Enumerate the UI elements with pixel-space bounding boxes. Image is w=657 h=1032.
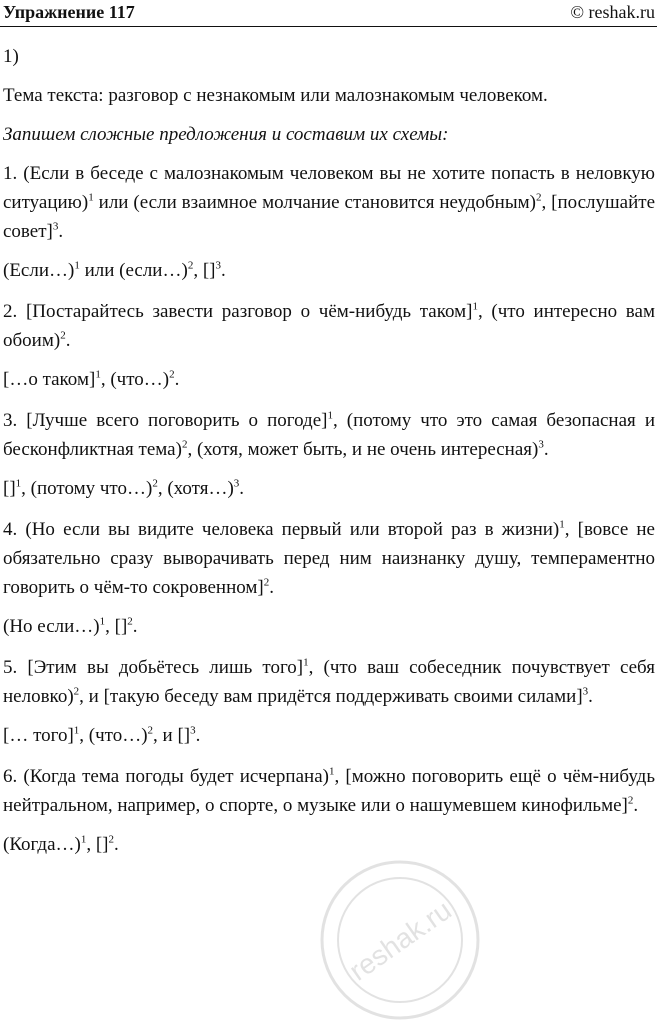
sentence-text: , [вовсе не обязательно сразу выворачивать перед ним наизнанку душу, темпераментно говорить о чём-то сокровенном]: [3, 519, 655, 598]
instruction-line: Запишем сложные предложения и составим их схемы:: [3, 124, 449, 145]
clause-number: 2: [187, 259, 194, 272]
clause-number: 1: [88, 191, 94, 204]
sentence-text: , (хотя, может быть, и не очень интересная): [187, 439, 539, 460]
clause-number: 2: [263, 576, 270, 589]
clause-number: 3: [233, 477, 240, 490]
clause-number: 2: [73, 685, 80, 698]
sentence-text: .: [269, 577, 274, 598]
sentence-schema: [3, 365, 655, 394]
exercise-title: Упражнение 117: [3, 2, 135, 22]
clause-number: 1: [328, 765, 335, 778]
sentence-schema: [3, 721, 655, 750]
complex-sentence: [3, 762, 655, 820]
schema-text: или (если…): [79, 260, 188, 281]
sentence-text: или (если взаимное молчание становится неудобным): [93, 192, 536, 213]
sentence-text: 3. [Лучше всего поговорить о погоде]: [3, 410, 328, 431]
clause-number: 2: [147, 724, 154, 737]
schema-text: .: [113, 834, 119, 855]
clause-number: 2: [181, 438, 188, 451]
clause-number: 1: [15, 477, 22, 490]
complex-sentence: [3, 297, 655, 355]
sentence-text: .: [543, 439, 549, 460]
part-label: 1): [3, 46, 19, 67]
watermark-text: reshak.ru: [343, 894, 457, 987]
schema-text: , (хотя…): [157, 478, 234, 499]
clause-number: 1: [559, 518, 565, 531]
reshak-watermark: [315, 855, 485, 1025]
schema-text: .: [132, 616, 138, 637]
clause-number: 1: [472, 300, 478, 313]
sentence-schema: [3, 474, 655, 503]
sentence-text: .: [58, 221, 64, 242]
schema-text: (Если…): [3, 260, 75, 281]
sentence-list: [3, 159, 655, 859]
sentence-text: .: [65, 330, 71, 351]
page-header: [0, 0, 657, 27]
schema-text: […о таком]: [3, 369, 96, 390]
topic-line: Тема текста: разговор с незнакомым или малознакомым человеком.: [3, 85, 548, 106]
sentence-text: , (что ваш собеседник почувствует себя неловко): [3, 657, 655, 707]
exercise-content: [3, 42, 655, 871]
sentence-text: 4. (Но если вы видите человека первый или второй раз в жизни): [3, 519, 560, 540]
clause-number: 2: [627, 794, 634, 807]
clause-number: 1: [80, 833, 87, 846]
sentence-text: 2. [Постарайтесь завести разговор о чём-нибудь таком]: [3, 301, 473, 322]
schema-text: .: [195, 725, 201, 746]
schema-text: , и []: [153, 725, 191, 746]
clause-number: 2: [169, 368, 175, 381]
schema-text: , []: [193, 260, 216, 281]
clause-number: 1: [73, 724, 80, 737]
sentence-schema: [3, 612, 655, 641]
sentence-text: .: [633, 795, 639, 816]
schema-text: [… того]: [3, 725, 74, 746]
clause-number: 1: [95, 368, 101, 381]
clause-number: 3: [582, 685, 589, 698]
schema-text: , []: [105, 616, 128, 637]
complex-sentence: [3, 515, 655, 602]
clause-number: 3: [215, 259, 221, 272]
schema-text: []: [3, 478, 16, 499]
clause-number: 2: [152, 477, 158, 490]
sentence-text: .: [588, 686, 593, 707]
schema-text: , (потому что…): [21, 478, 153, 499]
sentence-schema: [3, 256, 655, 285]
clause-number: 1: [303, 656, 309, 669]
sentence-text: , [можно поговорить ещё о чём-нибудь нейтральном, например, о спорте, о музыке или о нашумевшем кинофильме]: [3, 766, 655, 816]
sentence-text: 1. (Если в беседе с малознакомым человеком вы не хотите попасть в неловкую ситуацию): [3, 163, 655, 213]
clause-number: 1: [99, 615, 106, 628]
clause-number: 3: [538, 438, 544, 451]
clause-number: 2: [60, 329, 66, 342]
clause-number: 3: [190, 724, 196, 737]
schema-text: , []: [86, 834, 109, 855]
sentence-text: , (потому что это самая безопасная и бесконфликтная тема): [3, 410, 655, 460]
clause-number: 1: [327, 409, 333, 422]
schema-text: .: [174, 369, 180, 390]
sentence-text: 6. (Когда тема погоды будет исчерпана): [3, 766, 329, 787]
sentence-text: , [послушайте совет]: [3, 192, 656, 242]
clause-number: 2: [127, 615, 133, 628]
schema-text: .: [239, 478, 245, 499]
schema-text: (Когда…): [3, 834, 81, 855]
clause-number: 1: [74, 259, 80, 272]
clause-number: 3: [52, 220, 59, 233]
schema-text: , (что…): [79, 725, 148, 746]
sentence-text: , (что интересно вам обоим): [3, 301, 655, 351]
complex-sentence: [3, 653, 655, 711]
sentence-schema: [3, 830, 655, 859]
complex-sentence: [3, 159, 655, 246]
sentence-text: 5. [Этим вы добьётесь лишь того]: [3, 657, 304, 678]
schema-text: , (что…): [100, 369, 170, 390]
clause-number: 2: [108, 833, 114, 846]
clause-number: 2: [535, 191, 542, 204]
complex-sentence: [3, 406, 655, 464]
schema-text: .: [220, 260, 226, 281]
schema-text: (Но если…): [3, 616, 100, 637]
sentence-text: , и [такую беседу вам придётся поддерживать своими силами]: [79, 686, 583, 707]
source-credit: © reshak.ru: [570, 2, 655, 22]
